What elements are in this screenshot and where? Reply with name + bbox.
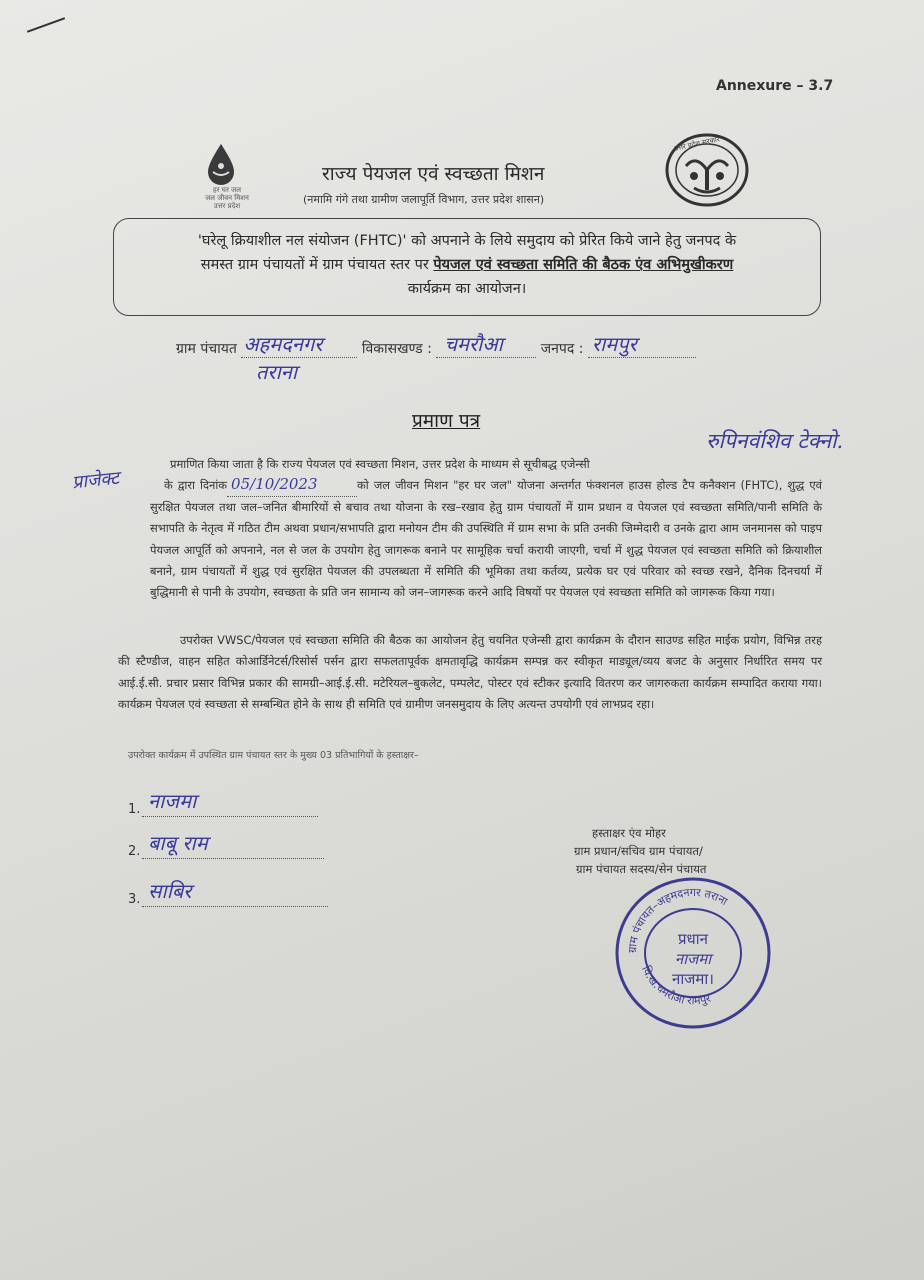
banner-line-2 [122, 253, 812, 277]
participant-number: 3. [128, 892, 141, 907]
agency-name-handwritten: रुपिनवंशिव टेक्नो. [706, 429, 844, 453]
district-label: जनपद : [540, 341, 584, 357]
block-label: विकासखण्ड : [361, 341, 432, 357]
seal-top-text: ग्राम पंचायत–अहमदनगर तराना [625, 885, 730, 954]
banner-line-3: कार्यक्रम का आयोजन। [407, 281, 527, 297]
date-field [227, 475, 357, 497]
district-value: रामपुर [591, 332, 637, 356]
margin-note-handwritten: प्राजेक्ट [71, 467, 121, 494]
gram-panchayat-field [241, 332, 357, 358]
date-value: 05/10/2023 [231, 475, 318, 494]
banner-line-1: 'घरेलू क्रियाशील नल संयोजन (FHTC)' को अपनाने के लिये समुदाय को प्रेरित किये जाने हेतु जनपद के [197, 233, 737, 249]
certificate-paragraph-1 [150, 454, 822, 604]
certificate-title: प्रमाण पत्र [412, 410, 481, 432]
signatory-line-2: ग्राम पंचायत सदस्य/सेन पंचायत [576, 862, 707, 876]
program-banner-text [122, 229, 812, 301]
district-field [588, 332, 696, 358]
seal-center-1: प्रधान [678, 930, 708, 948]
pen-mark [27, 17, 65, 33]
signature-line [142, 879, 328, 907]
seal-bottom-text: वि.ख.चमरौआ रामपुर [639, 963, 713, 1008]
mission-title: राज्य पेयजल एवं स्वच्छता मिशन [322, 163, 545, 185]
annexure-label: Annexure – 3.7 [716, 78, 834, 94]
seal-center-2: नाजमा [674, 950, 712, 968]
signatory-line-1: ग्राम प्रधान/सचिव ग्राम पंचायत/ [574, 844, 703, 858]
panchayat-seal [612, 872, 774, 1034]
block-field [436, 332, 536, 358]
participant-signature-2 [128, 831, 324, 859]
para2-text: उपरोक्त VWSC/पेयजल एवं स्वच्छता समिति की बैठक का आयोजन हेतु चयनित एजेन्सी द्वारा कार्यक्रम के दौरान साउण्ड सहित माईक प्रयोग, विभिन्न तरह की स्टैण्डीज, वाहन सहित कोआर्डिनेटर्स/रिसोर्स पर्सन द्वारा सफलतापूर्वक क्षमतावृद्धि कार्यक्रम सम्पन्न कर स्वीकृत माड्यूल/व्यय बजट के अनुसार निर्धारित समय पर आई.ई.सी. प्रचार प्रसार विभिन्न प्रकार की सामग्री–आई.ई.सी. मटेरियल–बुकलेट, पम्पलेट, पोस्टर एवं स्टीकर इत्यादि वितरण कर जागरुकता कार्यक्रम सम्पादित कराया गया। कार्यक्रम पेयजल एवं स्वच्छता से सम्बन्धित होने के साथ ही समिति एवं ग्रामीण जनसमुदाय के लिए अत्यन्त उपयोगी एवं लाभप्रद रहा। [118, 633, 822, 712]
har-ghar-jal-logo [196, 142, 258, 214]
seal-center-3: नाजमा। [672, 970, 714, 988]
mission-subtitle: (नमामि गंगे तथा ग्रामीण जलापूर्ति विभाग, उत्तर प्रदेश शासन) [303, 193, 545, 206]
logo-caption: हर घर जल जल जीवन मिशन उत्तर प्रदेश [205, 186, 249, 210]
participant-name: नाजमा [148, 789, 197, 813]
para1-part-a: प्रमाणित किया जाता है कि राज्य पेयजल एवं स्वच्छता मिशन, उत्तर प्रदेश के माध्यम से सूचीबद्ध एजेन्सी [170, 457, 590, 471]
location-line [176, 332, 696, 358]
participant-name: साबिर [148, 879, 192, 903]
signatory-heading: हस्ताक्षर एंव मोहर [592, 826, 666, 840]
para1-part-c: को जल जीवन मिशन "हर घर जल" योजना अन्तर्गत फंक्शनल हाउस होल्ड टैप कनैक्शन (FHTC), शुद्ध एवं सुरक्षित पेयजल तथा जल–जनित बीमारियों से बचाव तथा योजना के रख–रखाव हेतु ग्राम पंचायतों में ग्राम प्रधान व पेयजल एवं स्वच्छता समिति/पानी समिति के सभापति के नेतृत्व में गठित टीम अथवा प्रधान/सभापति द्वारा मनोयन टीम की उपस्थिति में ग्राम सभा के प्रति उनकी जिम्मेदारी व उनके द्वारा आम जनमानस को पाइप पेयजल आपूर्ति को अपनाने, नल से जल के उपयोग हेतु जागरूक बनाने पर सामूहिक चर्चा करायी जाएगी, चर्चा में शुद्ध पेयजल एवं स्वच्छता समिति को क्रियाशील बनाने, ग्राम पंचायतों में शुद्ध एवं सुरक्षित पेयजल की उपलब्धता में समिति की भूमिका तथा कर्तव्य, प्रत्येक घर एवं परिवार को स्वच्छ रखने, दैनिक दिनचर्या में बुद्धिमानी से पानी के उपयोग, स्वच्छता के प्रति जन सामान्य को जन–जागरूक करने आदि विषयों पर पेयजल एवं स्वच्छता समिति को जागरूक किया गया। [150, 478, 822, 600]
gram-panchayat-value-2: तराना [256, 360, 298, 384]
gram-panchayat-label: ग्राम पंचायत [176, 341, 237, 357]
participant-name: बाबू राम [148, 831, 208, 855]
para1-part-b: के द्वारा दिनांक [164, 478, 228, 493]
emblem-text: उत्तर प्रदेश सरकार [673, 135, 721, 153]
gram-panchayat-value: अहमदनगर [243, 332, 323, 356]
participant-number: 2. [128, 844, 141, 859]
seal-stamp-icon [612, 872, 774, 1034]
signature-line [142, 831, 324, 859]
certificate-paragraph-2 [118, 630, 822, 716]
signature-line [142, 789, 318, 817]
banner-line-2-bold: पेयजल एवं स्वच्छता समिति की बैठक एंव अभिमुखीकरण [433, 257, 734, 273]
water-drop-icon [206, 142, 236, 186]
block-value: चमरौआ [444, 332, 503, 356]
participant-signature-3 [128, 879, 328, 907]
participants-intro: उपरोक्त कार्यक्रम में उपस्थित ग्राम पंचायत स्तर के मुख्य 03 प्रतिभागियों के हस्ताक्षर– [128, 750, 419, 761]
participant-number: 1. [128, 802, 141, 817]
participant-signature-1 [128, 789, 318, 817]
banner-line-2-plain: समस्त ग्राम पंचायतों में ग्राम पंचायत स्तर पर [200, 257, 434, 273]
